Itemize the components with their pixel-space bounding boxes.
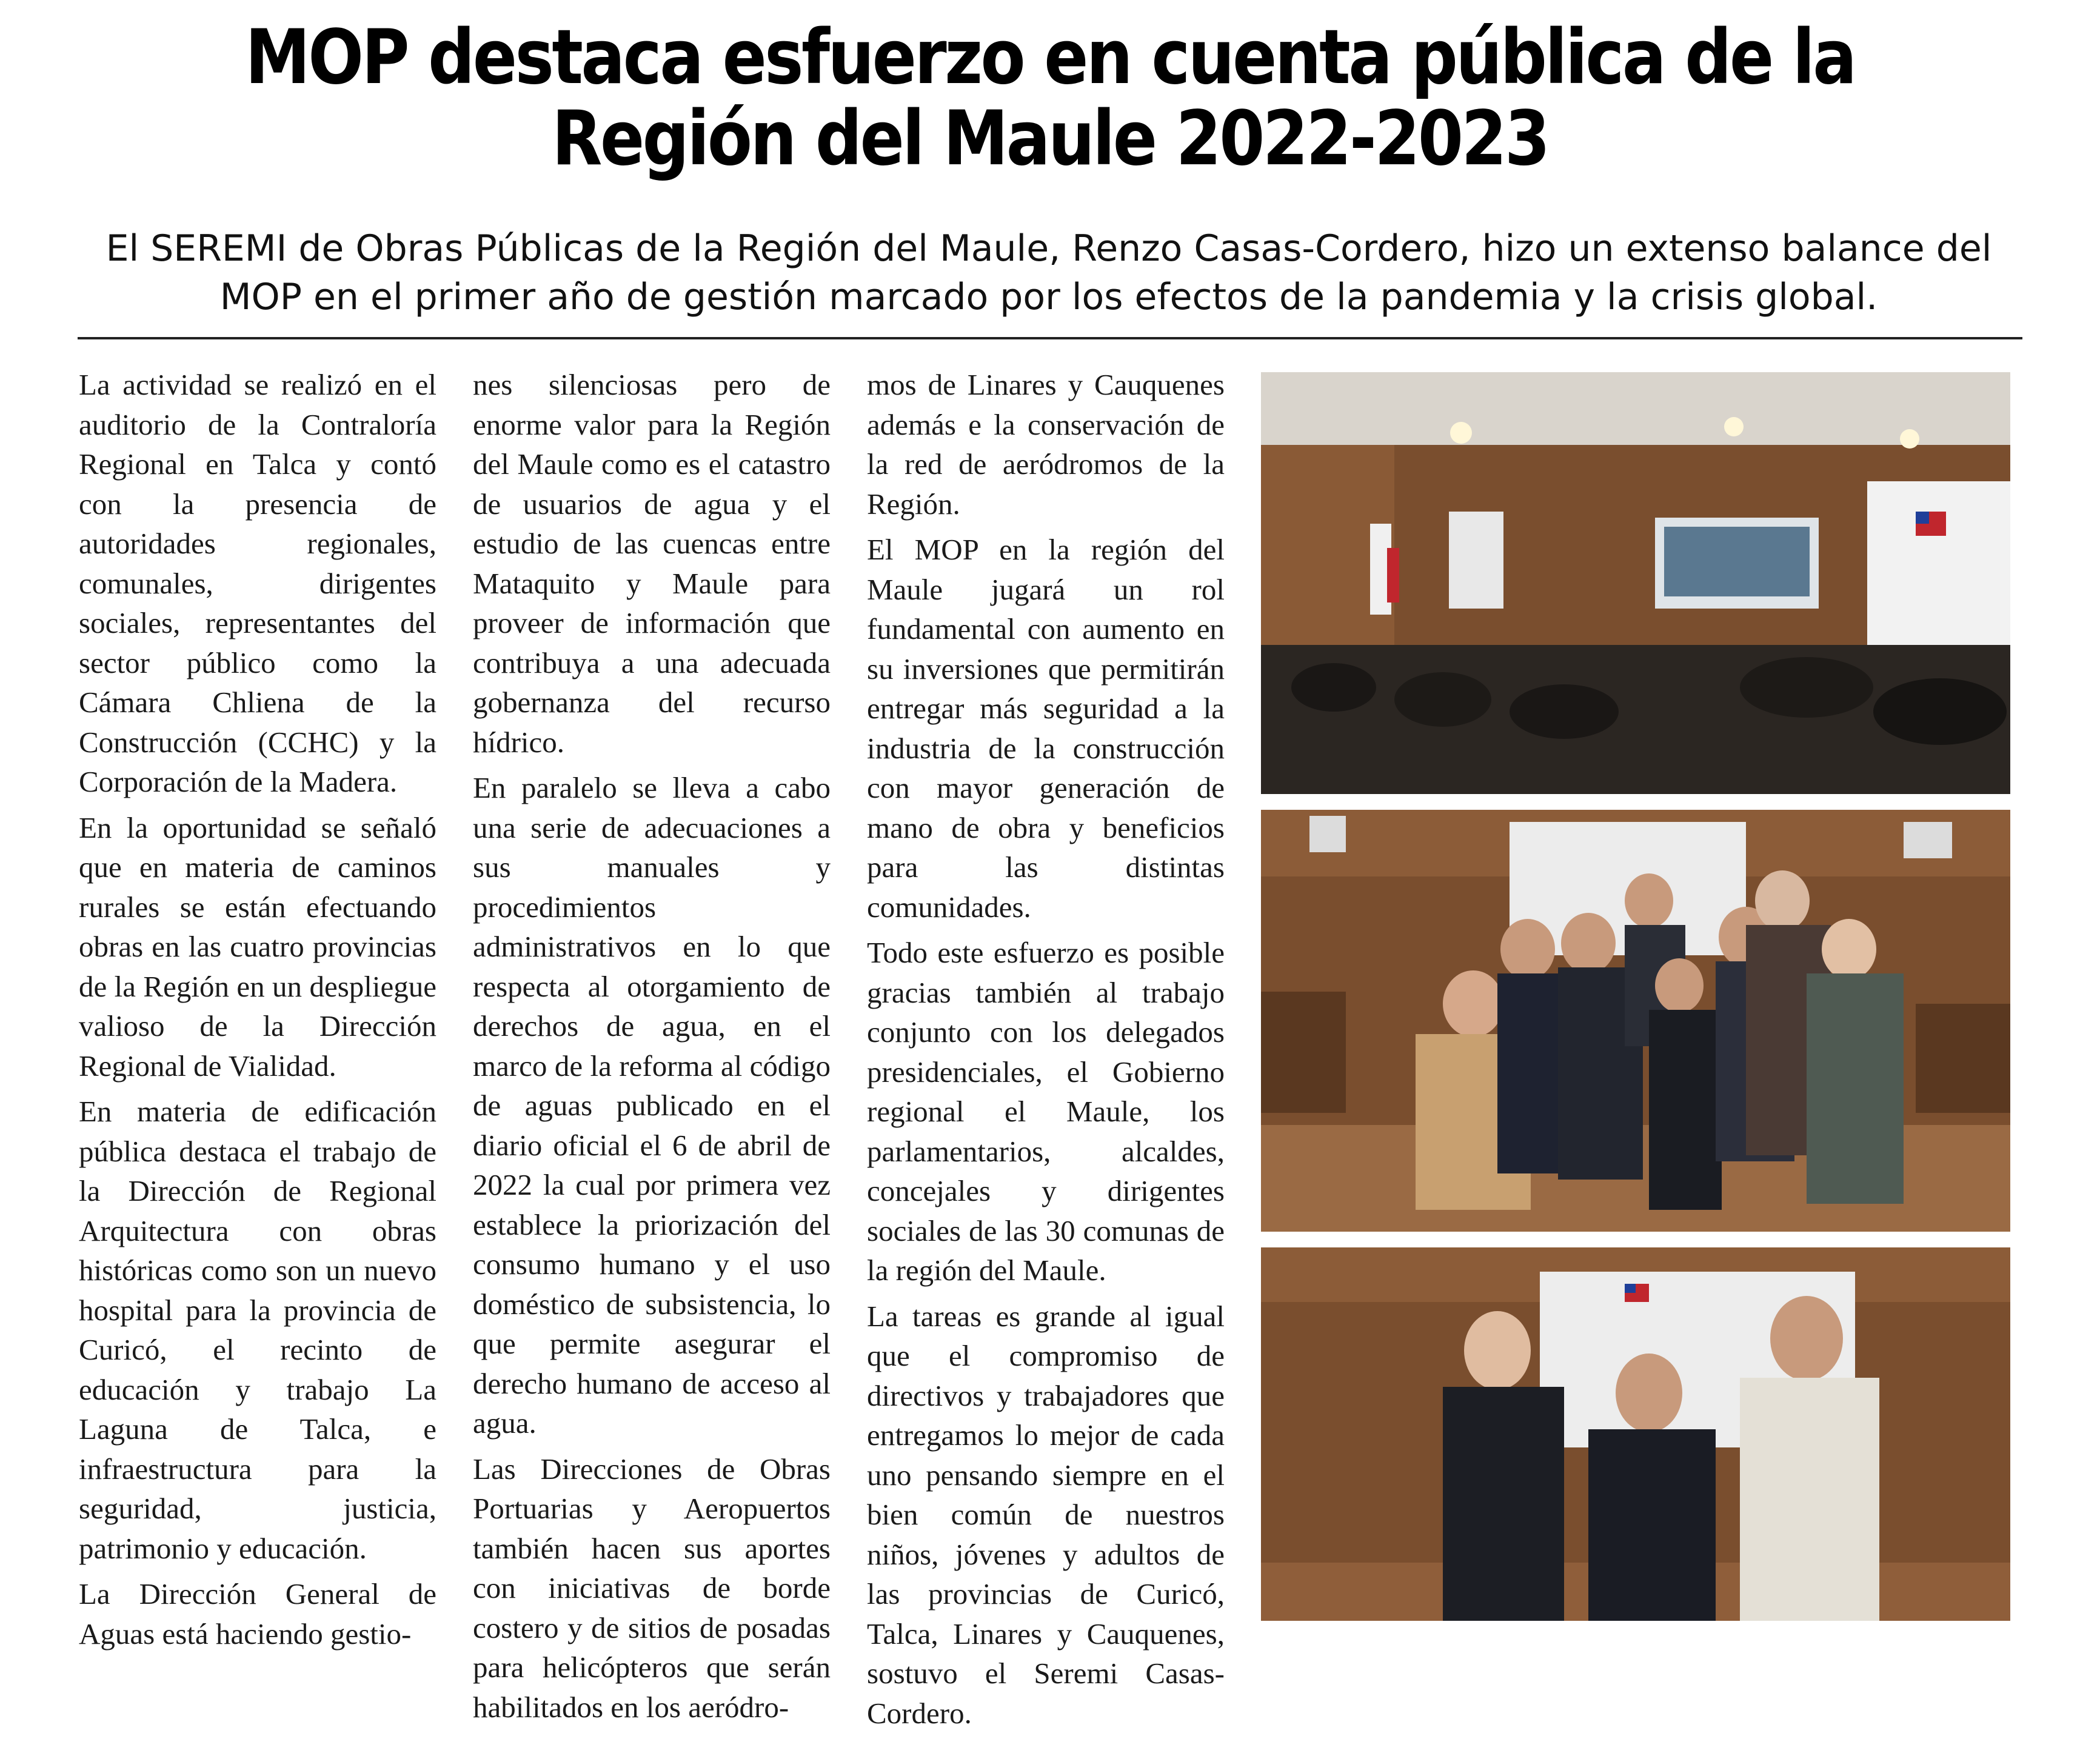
three-men-photo [1261, 1247, 2010, 1621]
subheadline: El SEREMI de Obras Públicas de la Región del Maule, Renzo Casas-Cordero, hizo un extenso balance del MOP en el primer año de gestión marcado por los efectos de la pandemia y la crisis global. [105, 227, 1992, 318]
paragraph: La Dirección General de Aguas está haciendo gestio- [79, 1577, 436, 1651]
divider-rule [78, 337, 2022, 339]
auditorium-photo [1261, 372, 2010, 794]
paragraph: La actividad se realizó en el auditorio de la Contraloría Regional en Talca y contó con la presencia de autoridades regionales, comunales, dirigentes sociales, representantes del sector público como la Cámara Chliena de la Construcción (CCHC) y la Corporación de la Madera. [79, 368, 436, 798]
paragraph: La tareas es grande al igual que el compromiso de directivos y trabajadores que entregamos lo mejor de cada uno pensando siempre en el bien común de nuestros niños, jóvenes y adultos de las provincias de Curicó, Talca, Linares y Cauquenes, sostuvo el Seremi Casas-Cordero. [867, 1299, 1225, 1730]
paragraph: En la oportunidad se señaló que en materia de caminos rurales se están efectuando obras en las cuatro provincias de la Región en un despliegue valioso de la Dirección Regional de Vialidad. [79, 810, 436, 1083]
paragraph: En materia de edificación pública destaca el trabajo de la Dirección de Regional Arquitectura con obras históricas como son un nuevo hospital para la provincia de Curicó, el recinto de educación y trabajo La Laguna de Talca, e infraestructura para la seguridad, justicia, patrimonio y educación. [79, 1095, 436, 1565]
article-column-1 [79, 365, 436, 1660]
headline: MOP destaca esfuerzo en cuenta pública de la Región del Maule 2022-2023 [245, 14, 1855, 182]
paragraph: Las Direcciones de Obras Portuarias y Aeropuertos también hacen sus aportes con iniciativas de borde costero y de sitios de posadas para helicópteros que serán habilitados en los aeródro- [473, 1452, 831, 1724]
paragraph: En paralelo se lleva a cabo una serie de adecuaciones a sus manuales y procedimientos administrativos en lo que respecta al otorgamiento de derechos de agua, en el marco de la reforma al código de aguas publicado en el diario oficial el 6 de abril de 2022 la cual por primera vez establece la priorización del consumo humano y el uso doméstico de subsistencia, lo que permite asegurar el derecho humano de acceso al agua. [473, 771, 831, 1440]
paragraph: Todo este esfuerzo es posible gracias también al trabajo conjunto con los delegados presidenciales, el Gobierno regional el Maule, los parlamentarios, alcaldes, concejales y dirigentes sociales de las 30 comunas de la región del Maule. [867, 936, 1225, 1287]
paragraph: mos de Linares y Cauquenes además e la conservación de la red de aeródromos de la Región. [867, 368, 1225, 521]
article-column-2 [473, 365, 831, 1733]
paragraph: El MOP en la región del Maule jugará un rol fundamental con aumento en su inversiones que permitirán entregar más seguridad a la industria de la construcción con mayor generación de mano de obra y beneficios para las distintas comunidades. [867, 533, 1225, 924]
article-column-3 [867, 365, 1225, 1739]
paragraph: nes silenciosas pero de enorme valor para la Región del Maule como es el catastro de usuarios de agua y el estudio de las cuencas entre Mataquito y Maule para proveer de información que contribuya a una adecuada gobernanza del recurso hídrico. [473, 368, 831, 759]
group-photo [1261, 810, 2010, 1232]
